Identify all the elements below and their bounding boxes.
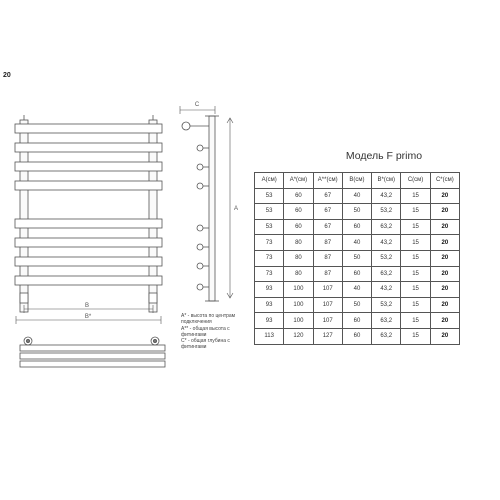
- table-cell: 60: [342, 219, 371, 235]
- table-row: [255, 313, 460, 329]
- table-cell: 73: [255, 250, 284, 266]
- table-cell: 20: [430, 313, 459, 329]
- bar: [15, 124, 162, 133]
- table-cell: 40: [342, 282, 371, 298]
- table-cell: 15: [401, 204, 430, 220]
- table-cell: 60: [342, 266, 371, 282]
- table-row: [255, 266, 460, 282]
- table-cell: 20: [430, 266, 459, 282]
- table-cell: 50: [342, 204, 371, 220]
- table-cell: 87: [313, 266, 342, 282]
- table-cell: 15: [401, 188, 430, 204]
- table-cell: 20: [430, 188, 459, 204]
- table-row: [255, 204, 460, 220]
- table-header-row: [255, 173, 460, 189]
- table-cell: 53,2: [372, 250, 401, 266]
- side-view: [180, 106, 233, 301]
- page-number: 20: [3, 72, 11, 79]
- table-cell: 80: [284, 250, 313, 266]
- table-cell: 40: [342, 235, 371, 251]
- bar: [15, 276, 162, 285]
- table-cell: 53,2: [372, 297, 401, 313]
- table-cell: 20: [430, 297, 459, 313]
- header-cell: C*(см): [430, 173, 459, 189]
- table-cell: 15: [401, 282, 430, 298]
- table-cell: 40: [342, 188, 371, 204]
- header-cell: A**(см): [313, 173, 342, 189]
- table-cell: 63,2: [372, 266, 401, 282]
- table-cell: 60: [284, 188, 313, 204]
- table-cell: 87: [313, 250, 342, 266]
- table-cell: 53: [255, 204, 284, 220]
- legend-line: A** - общая высота с: [181, 325, 230, 332]
- dimension-b-star-label: B*: [84, 314, 92, 320]
- side-post: [209, 116, 215, 301]
- table-cell: 107: [313, 282, 342, 298]
- table-cell: 50: [342, 250, 371, 266]
- bar: [15, 181, 162, 190]
- spec-table: [254, 172, 460, 345]
- table-cell: 93: [255, 313, 284, 329]
- table-cell: 93: [255, 297, 284, 313]
- table-cell: 60: [284, 204, 313, 220]
- table-cell: 93: [255, 282, 284, 298]
- top-view-bar: [20, 345, 165, 351]
- bottom-connector-right: [149, 293, 157, 303]
- table-cell: 100: [284, 282, 313, 298]
- table-cell: 20: [430, 328, 459, 344]
- table-cell: 15: [401, 313, 430, 329]
- legend-line: A* - высота по центрам: [181, 313, 236, 319]
- table-cell: 20: [430, 250, 459, 266]
- table-cell: 15: [401, 250, 430, 266]
- table-cell: 15: [401, 297, 430, 313]
- table-row: [255, 219, 460, 235]
- legend-line: фитингами: [181, 344, 207, 351]
- dimension-a-label: A: [234, 206, 239, 212]
- header-cell: B(см): [342, 173, 371, 189]
- table-cell: 43,2: [372, 235, 401, 251]
- dimension-b-label: B: [84, 303, 90, 309]
- bar: [15, 238, 162, 247]
- table-cell: 113: [255, 328, 284, 344]
- table-cell: 20: [430, 204, 459, 220]
- table-cell: 15: [401, 235, 430, 251]
- table-cell: 120: [284, 328, 313, 344]
- bar: [15, 219, 162, 228]
- bar: [15, 143, 162, 152]
- table-cell: 63,2: [372, 313, 401, 329]
- model-title: Модель F primo: [345, 150, 423, 162]
- side-knob: [197, 145, 203, 151]
- top-view-bar: [20, 361, 165, 367]
- side-knob: [197, 164, 203, 170]
- table-cell: 73: [255, 235, 284, 251]
- table-cell: 67: [313, 204, 342, 220]
- table-cell: 60: [284, 219, 313, 235]
- table-cell: 43,2: [372, 282, 401, 298]
- table-cell: 15: [401, 266, 430, 282]
- dimension-c-label: C: [194, 102, 200, 108]
- table-cell: 80: [284, 266, 313, 282]
- front-view: [15, 115, 162, 324]
- top-view: [20, 337, 165, 367]
- header-cell: A*(см): [284, 173, 313, 189]
- table-cell: 53,2: [372, 204, 401, 220]
- table-cell: 127: [313, 328, 342, 344]
- side-fitting-top: [182, 122, 190, 130]
- legend-line: C* - общая глубина с: [181, 338, 230, 345]
- table-cell: 50: [342, 297, 371, 313]
- header-cell: C(см): [401, 173, 430, 189]
- legend-line: фитингами: [181, 331, 207, 338]
- table-cell: 100: [284, 313, 313, 329]
- legend-line: подключения: [181, 319, 212, 326]
- table-cell: 87: [313, 235, 342, 251]
- table-cell: 15: [401, 219, 430, 235]
- table-cell: 107: [313, 313, 342, 329]
- table-cell: 43,2: [372, 188, 401, 204]
- table-cell: 60: [342, 313, 371, 329]
- side-knob: [197, 183, 203, 189]
- header-cell: A(см): [255, 173, 284, 189]
- legend: [181, 313, 267, 351]
- side-fitting-bottom: [197, 284, 203, 290]
- table-cell: 73: [255, 266, 284, 282]
- table-row: [255, 250, 460, 266]
- table-cell: 20: [430, 235, 459, 251]
- table-cell: 67: [313, 219, 342, 235]
- table-cell: 67: [313, 188, 342, 204]
- table-row: [255, 188, 460, 204]
- table-cell: 60: [342, 328, 371, 344]
- table-row: [255, 235, 460, 251]
- table-cell: 63,2: [372, 219, 401, 235]
- top-view-bar: [20, 353, 165, 359]
- table-cell: 63,2: [372, 328, 401, 344]
- table-row: [255, 328, 460, 344]
- bar: [15, 257, 162, 266]
- table-cell: 53: [255, 188, 284, 204]
- table-cell: 20: [430, 282, 459, 298]
- table-row: [255, 297, 460, 313]
- bottom-connector-left: [20, 293, 28, 303]
- side-knob: [197, 263, 203, 269]
- table-row: [255, 282, 460, 298]
- table-cell: 107: [313, 297, 342, 313]
- table-cell: 100: [284, 297, 313, 313]
- table-cell: 15: [401, 328, 430, 344]
- bar: [15, 162, 162, 171]
- side-knob: [197, 244, 203, 250]
- table-cell: 20: [430, 219, 459, 235]
- header-cell: B*(см): [372, 173, 401, 189]
- table-cell: 53: [255, 219, 284, 235]
- side-knob: [197, 225, 203, 231]
- table-cell: 80: [284, 235, 313, 251]
